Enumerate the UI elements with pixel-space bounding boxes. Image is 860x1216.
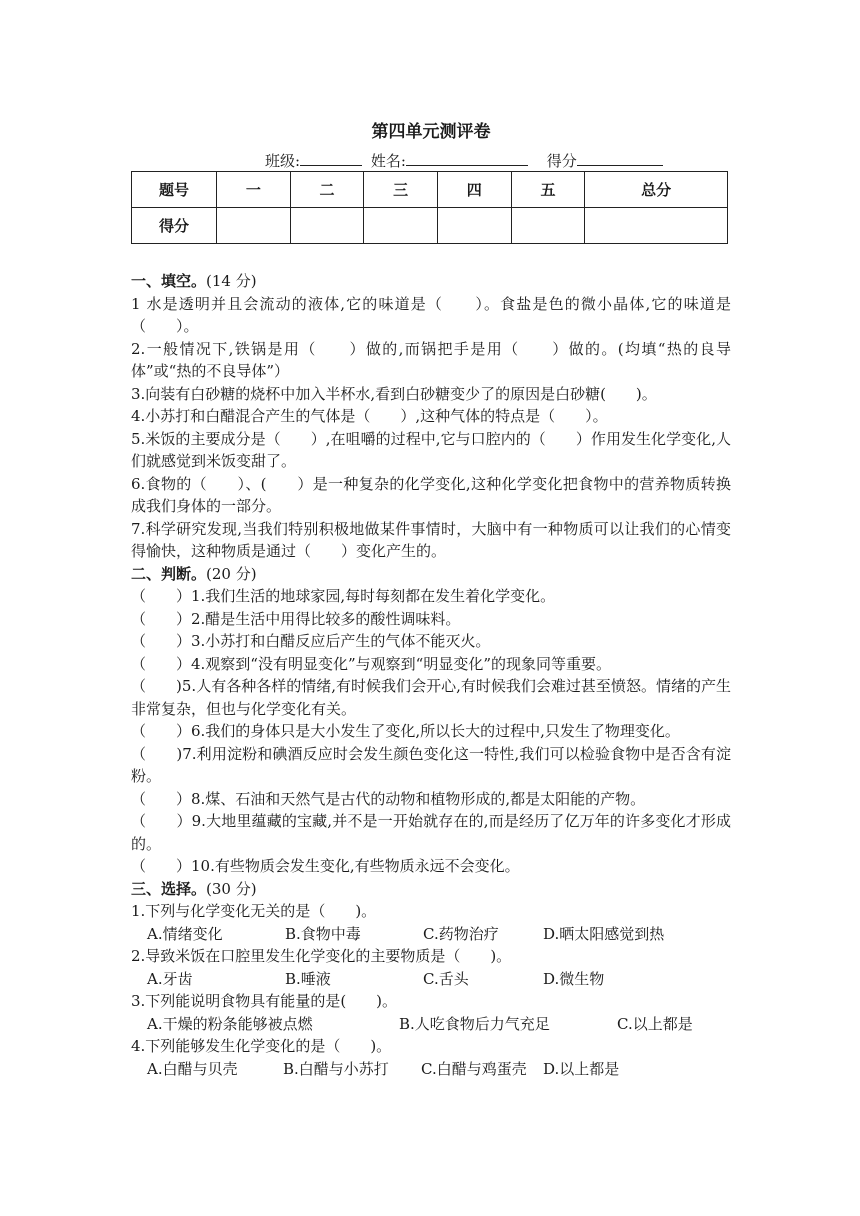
score-cell[interactable] — [290, 208, 364, 244]
score-table-header-cell: 一 — [217, 172, 291, 208]
choice-option[interactable]: B.白醋与小苏打 — [283, 1059, 389, 1078]
judgement-item: （ )5.人有各种各样的情绪,有时候我们会开心,有时候我们会难过甚至愤怒。情绪的产生非常复杂，但也与化学变化有关。 — [131, 677, 731, 718]
section-heading-fill-in — [131, 270, 731, 293]
choice-option[interactable]: D.晒太阳感觉到热 — [543, 924, 665, 943]
score-cell[interactable] — [437, 208, 511, 244]
question-item: 4.小苏打和白醋混合产生的气体是（ ）,这种气体的特点是（ ）。 — [131, 407, 608, 425]
student-info-line — [131, 150, 731, 171]
judgement-item: （ ）2.醋是生活中用得比较多的酸性调味料。 — [131, 609, 461, 628]
question-item: 6.食物的（ ）、( ）是一种复杂的化学变化,这种化学变化把食物中的营养物质转换成我们身体的一部分。 — [131, 474, 731, 515]
judgement-item: （ ）6.我们的身体只是大小发生了变化,所以长大的过程中,只发生了物理变化。 — [131, 722, 680, 740]
exam-content — [131, 270, 731, 1080]
score-table-header-row — [132, 172, 728, 208]
choice-option[interactable]: D.以上都是 — [543, 1059, 620, 1078]
score-label: 得分 — [546, 152, 577, 170]
choice-options — [131, 1013, 731, 1036]
score-cell[interactable] — [217, 208, 291, 244]
choice-option[interactable]: C.白醋与鸡蛋壳 — [421, 1059, 527, 1078]
judgement-item: （ ）3.小苏打和白醋反应后产生的气体不能灭火。 — [131, 632, 491, 650]
page-title: 第四单元测评卷 — [371, 122, 491, 142]
class-label: 班级: — [265, 152, 301, 170]
class-blank[interactable] — [300, 150, 362, 166]
judgement-item: （ ）8.煤、石油和天然气是古代的动物和植物形成的,都是太阳能的产物。 — [131, 789, 646, 808]
score-table-row-label: 得分 — [132, 208, 217, 244]
question-item: 5.米饭的主要成分是（ ）,在咀嚼的过程中,它与口腔内的（ ）作用发生化学变化,人们就感觉到米饭变甜了。 — [131, 429, 731, 470]
name-label: 姓名: — [370, 152, 406, 170]
score-table-header-cell: 三 — [364, 172, 438, 208]
choice-question: 3.下列能说明食物具有能量的是( )。 — [131, 992, 398, 1010]
choice-option[interactable]: C.舌头 — [423, 969, 469, 988]
choice-option[interactable]: A.干燥的粉条能够被点燃 — [147, 1014, 313, 1033]
section-points: (30 分) — [206, 879, 257, 898]
choice-option[interactable]: A.牙齿 — [147, 969, 193, 988]
section-heading-judgement — [131, 563, 731, 586]
judgement-item: （ ）9.大地里蕴藏的宝藏,并不是一开始就存在的,而是经历了亿万年的许多变化才形成的。 — [131, 812, 731, 853]
question-item: 7.科学研究发现,当我们特别积极地做某件事情时，大脑中有一种物质可以让我们的心情变得愉快，这种物质是通过（ ）变化产生的。 — [131, 519, 731, 560]
question-item: 2.一般情况下,铁锅是用（ ）做的,而锅把手是用（ ）做的。(均填“热的良导体”或“热的不良导体”） — [131, 339, 731, 380]
score-cell[interactable] — [585, 208, 728, 244]
section-title: 三、选择。 — [131, 879, 207, 898]
score-table-header-cell: 题号 — [132, 172, 217, 208]
choice-question: 4.下列能够发生化学变化的是（ )。 — [131, 1037, 392, 1055]
judgement-item: （ )7.利用淀粉和碘酒反应时会发生颜色变化这一特性,我们可以检验食物中是否含有淀粉。 — [131, 744, 731, 785]
choice-option[interactable]: A.白醋与贝壳 — [147, 1059, 238, 1078]
score-table-header-cell: 总分 — [585, 172, 728, 208]
judgement-item: （ ）1.我们生活的地球家园,每时每刻都在发生着化学变化。 — [131, 587, 556, 605]
choice-option[interactable]: B.食物中毒 — [285, 924, 361, 943]
score-table-header-cell: 五 — [511, 172, 585, 208]
score-table-header-cell: 二 — [290, 172, 364, 208]
choice-option[interactable]: C.药物治疗 — [423, 924, 499, 943]
choice-option[interactable]: B.人吃食物后力气充足 — [399, 1014, 550, 1033]
name-blank[interactable] — [406, 150, 528, 166]
score-cell[interactable] — [511, 208, 585, 244]
choice-question: 2.导致米饭在口腔里发生化学变化的主要物质是（ )。 — [131, 947, 512, 965]
section-title: 一、填空。 — [131, 272, 207, 290]
score-blank[interactable] — [577, 150, 663, 166]
choice-options — [131, 923, 731, 946]
score-table-header-cell: 四 — [437, 172, 511, 208]
choice-options — [131, 968, 731, 991]
choice-option[interactable]: C.以上都是 — [617, 1014, 693, 1033]
section-points: (14 分) — [206, 272, 257, 290]
section-heading-choice — [131, 878, 731, 901]
score-table — [131, 171, 728, 244]
choice-option[interactable]: A.情绪变化 — [147, 924, 223, 943]
judgement-item: （ ）10.有些物质会发生变化,有些物质永远不会变化。 — [131, 857, 520, 875]
question-item: 1 水是透明并且会流动的液体,它的味道是（ ）。食盐是色的微小晶体,它的味道是（ ）。 — [131, 294, 731, 335]
choice-option[interactable]: D.微生物 — [543, 969, 605, 988]
score-table-score-row — [132, 208, 728, 244]
choice-question: 1.下列与化学变化无关的是（ )。 — [131, 902, 377, 920]
section-points: (20 分) — [206, 564, 257, 583]
score-cell[interactable] — [364, 208, 438, 244]
section-title: 二、判断。 — [131, 564, 207, 583]
choice-option[interactable]: B.唾液 — [285, 969, 331, 988]
judgement-item: （ ）4.观察到“没有明显变化”与观察到“明显变化”的现象同等重要。 — [131, 654, 611, 673]
choice-options — [131, 1058, 731, 1081]
question-item: 3.向装有白砂糖的烧杯中加入半杯水,看到白砂糖变少了的原因是白砂糖( )。 — [131, 384, 657, 403]
